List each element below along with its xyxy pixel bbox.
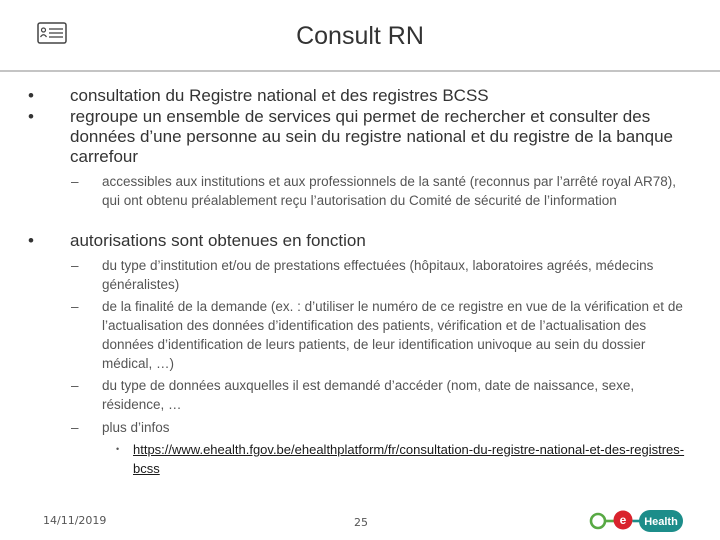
bullet-text: autorisations sont obtenues en fonction <box>70 231 366 250</box>
bullet-item <box>28 86 680 106</box>
bullet-text: regroupe un ensemble de services qui permet de rechercher et consulter des données d’une personne au sein du registre national et du registre de la banque carrefour <box>70 107 673 166</box>
sub-bullet-text: du type de données auxquelles il est demandé d’accéder (nom, date de naissance, sexe, résidence, … <box>102 378 635 412</box>
dash-marker: – <box>71 299 79 314</box>
sub-bullet-item <box>71 297 687 373</box>
sub-bullet-text: plus d’infos <box>102 420 170 435</box>
sub-bullet-text: accessibles aux institutions et aux professionnels de la santé (reconnus par l’arrêté royal AR78), qui ont obtenu préalablement reçu l’autorisation du Comité de sécurité de l’information <box>102 174 677 208</box>
sub-bullet-item <box>71 376 687 414</box>
title-divider <box>0 70 720 72</box>
svg-text:e: e <box>619 513 627 527</box>
dash-marker: – <box>71 420 79 435</box>
bullet-item <box>28 231 680 251</box>
bullet-dot: • <box>28 107 34 126</box>
bullet-dot: • <box>28 86 34 105</box>
sub-bullet-item <box>71 172 687 210</box>
svg-text:Health: Health <box>644 516 678 528</box>
dash-marker: – <box>71 378 79 393</box>
ehealth-logo <box>588 508 684 534</box>
bullet-item <box>28 107 680 167</box>
dash-marker: – <box>71 258 79 273</box>
sub-bullet-item <box>71 256 687 294</box>
link-item <box>116 440 693 478</box>
page-number: 25 <box>354 516 368 529</box>
info-link[interactable]: https://www.ehealth.fgov.be/ehealthplatform/fr/consultation-du-registre-national-et-des-registres-bcss <box>133 442 685 476</box>
sub-bullet-text: du type d’institution et/ou de prestations effectuées (hôpitaux, laboratoires agréés, médecins généralistes) <box>102 258 654 292</box>
bullet-text: consultation du Registre national et des registres BCSS <box>70 86 489 105</box>
sub-bullet-item <box>71 418 687 437</box>
small-bullet-dot: • <box>116 444 120 454</box>
sub-bullet-text: de la finalité de la demande (ex. : d’utiliser le numéro de ce registre en vue de la vérification et de l’actualisation des données d’identification des patients, vérification et de l’actualisation des données d’identification de leurs patients, de leur identification univoque au sein du dossier médical, …) <box>102 299 683 371</box>
page-title: Consult RN <box>296 22 424 50</box>
bullet-dot: • <box>28 231 34 250</box>
footer-date: 14/11/2019 <box>43 514 107 527</box>
dash-marker: – <box>71 174 79 189</box>
